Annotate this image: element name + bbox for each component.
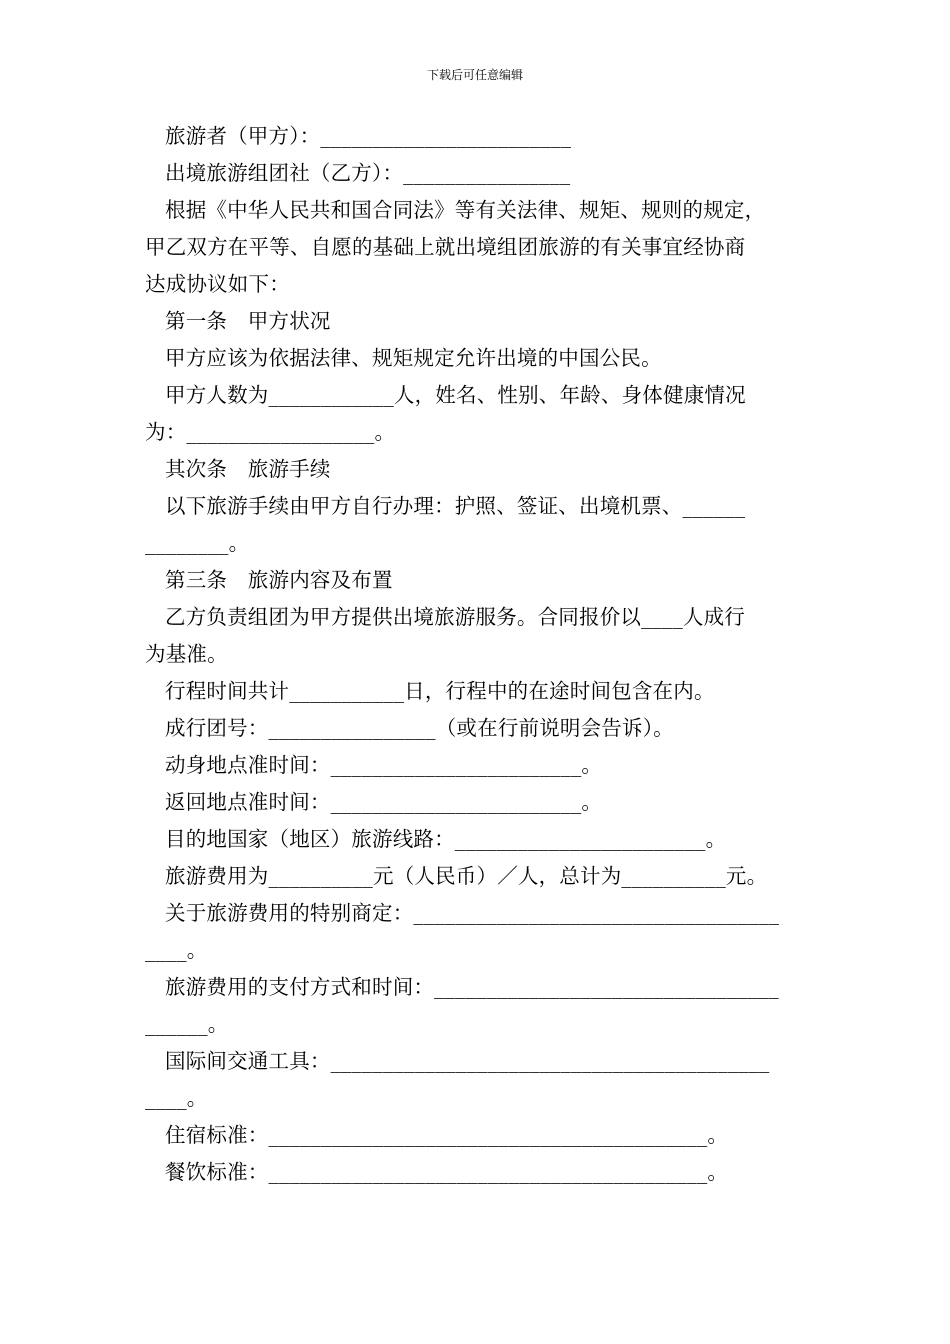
contract-line: 其次条 旅游手续	[165, 457, 331, 481]
contract-line: 旅游费用为__________元（人民币）／人，总计为__________元。	[165, 864, 768, 888]
contract-line: 成行团号：________________（或在行前说明会告诉）。	[165, 716, 674, 740]
contract-line: 第三条 旅游内容及布置	[165, 568, 393, 592]
contract-line: 出境旅游组团社（乙方）：________________	[165, 161, 571, 185]
contract-line: 甲方应该为依据法律、规矩规定允许出境的中国公民。	[165, 346, 662, 370]
contract-line: 目的地国家（地区）旅游线路：________________________。	[165, 827, 727, 851]
contract-body	[145, 118, 807, 1191]
contract-line: ______。	[145, 1012, 229, 1036]
contract-line: 关于旅游费用的特别商定：___________________________________	[165, 901, 780, 925]
contract-line: 甲乙双方在平等、自愿的基础上就出境组团旅游的有关事宜经协商	[145, 235, 746, 259]
contract-line: 旅游者（甲方）：________________________	[165, 124, 572, 148]
contract-line: 乙方负责组团为甲方提供出境旅游服务。合同报价以____人成行	[165, 605, 745, 629]
contract-line: 为：__________________。	[145, 420, 396, 444]
contract-line: 甲方人数为____________人，姓名、性别、年龄、身体健康情况	[165, 383, 746, 407]
contract-line: 达成协议如下：	[145, 272, 290, 296]
contract-line: 以下旅游手续由甲方自行办理：护照、签证、出境机票、______	[165, 494, 746, 518]
contract-line: ________。	[145, 531, 250, 555]
contract-line: 为基准。	[145, 642, 228, 666]
contract-line: 国际间交通工具：__________________________________________	[165, 1049, 770, 1073]
contract-line: 动身地点准时间：________________________。	[165, 753, 603, 777]
contract-line: 返回地点准时间：________________________。	[165, 790, 603, 814]
contract-line: 第一条 甲方状况	[165, 309, 331, 333]
contract-line: 旅游费用的支付方式和时间：_________________________________	[165, 975, 779, 999]
contract-line: 行程时间共计___________日，行程中的在途时间包含在内。	[165, 679, 715, 703]
contract-line: 餐饮标准：__________________________________________。	[165, 1160, 729, 1184]
contract-line: 住宿标准：__________________________________________。	[165, 1123, 729, 1147]
contract-line: ____。	[145, 1086, 208, 1110]
contract-line: 根据《中华人民共和国合同法》等有关法律、规矩、规则的规定，	[165, 198, 766, 222]
contract-line: ____。	[145, 938, 208, 962]
header-note: 下载后可任意编辑	[426, 68, 523, 82]
